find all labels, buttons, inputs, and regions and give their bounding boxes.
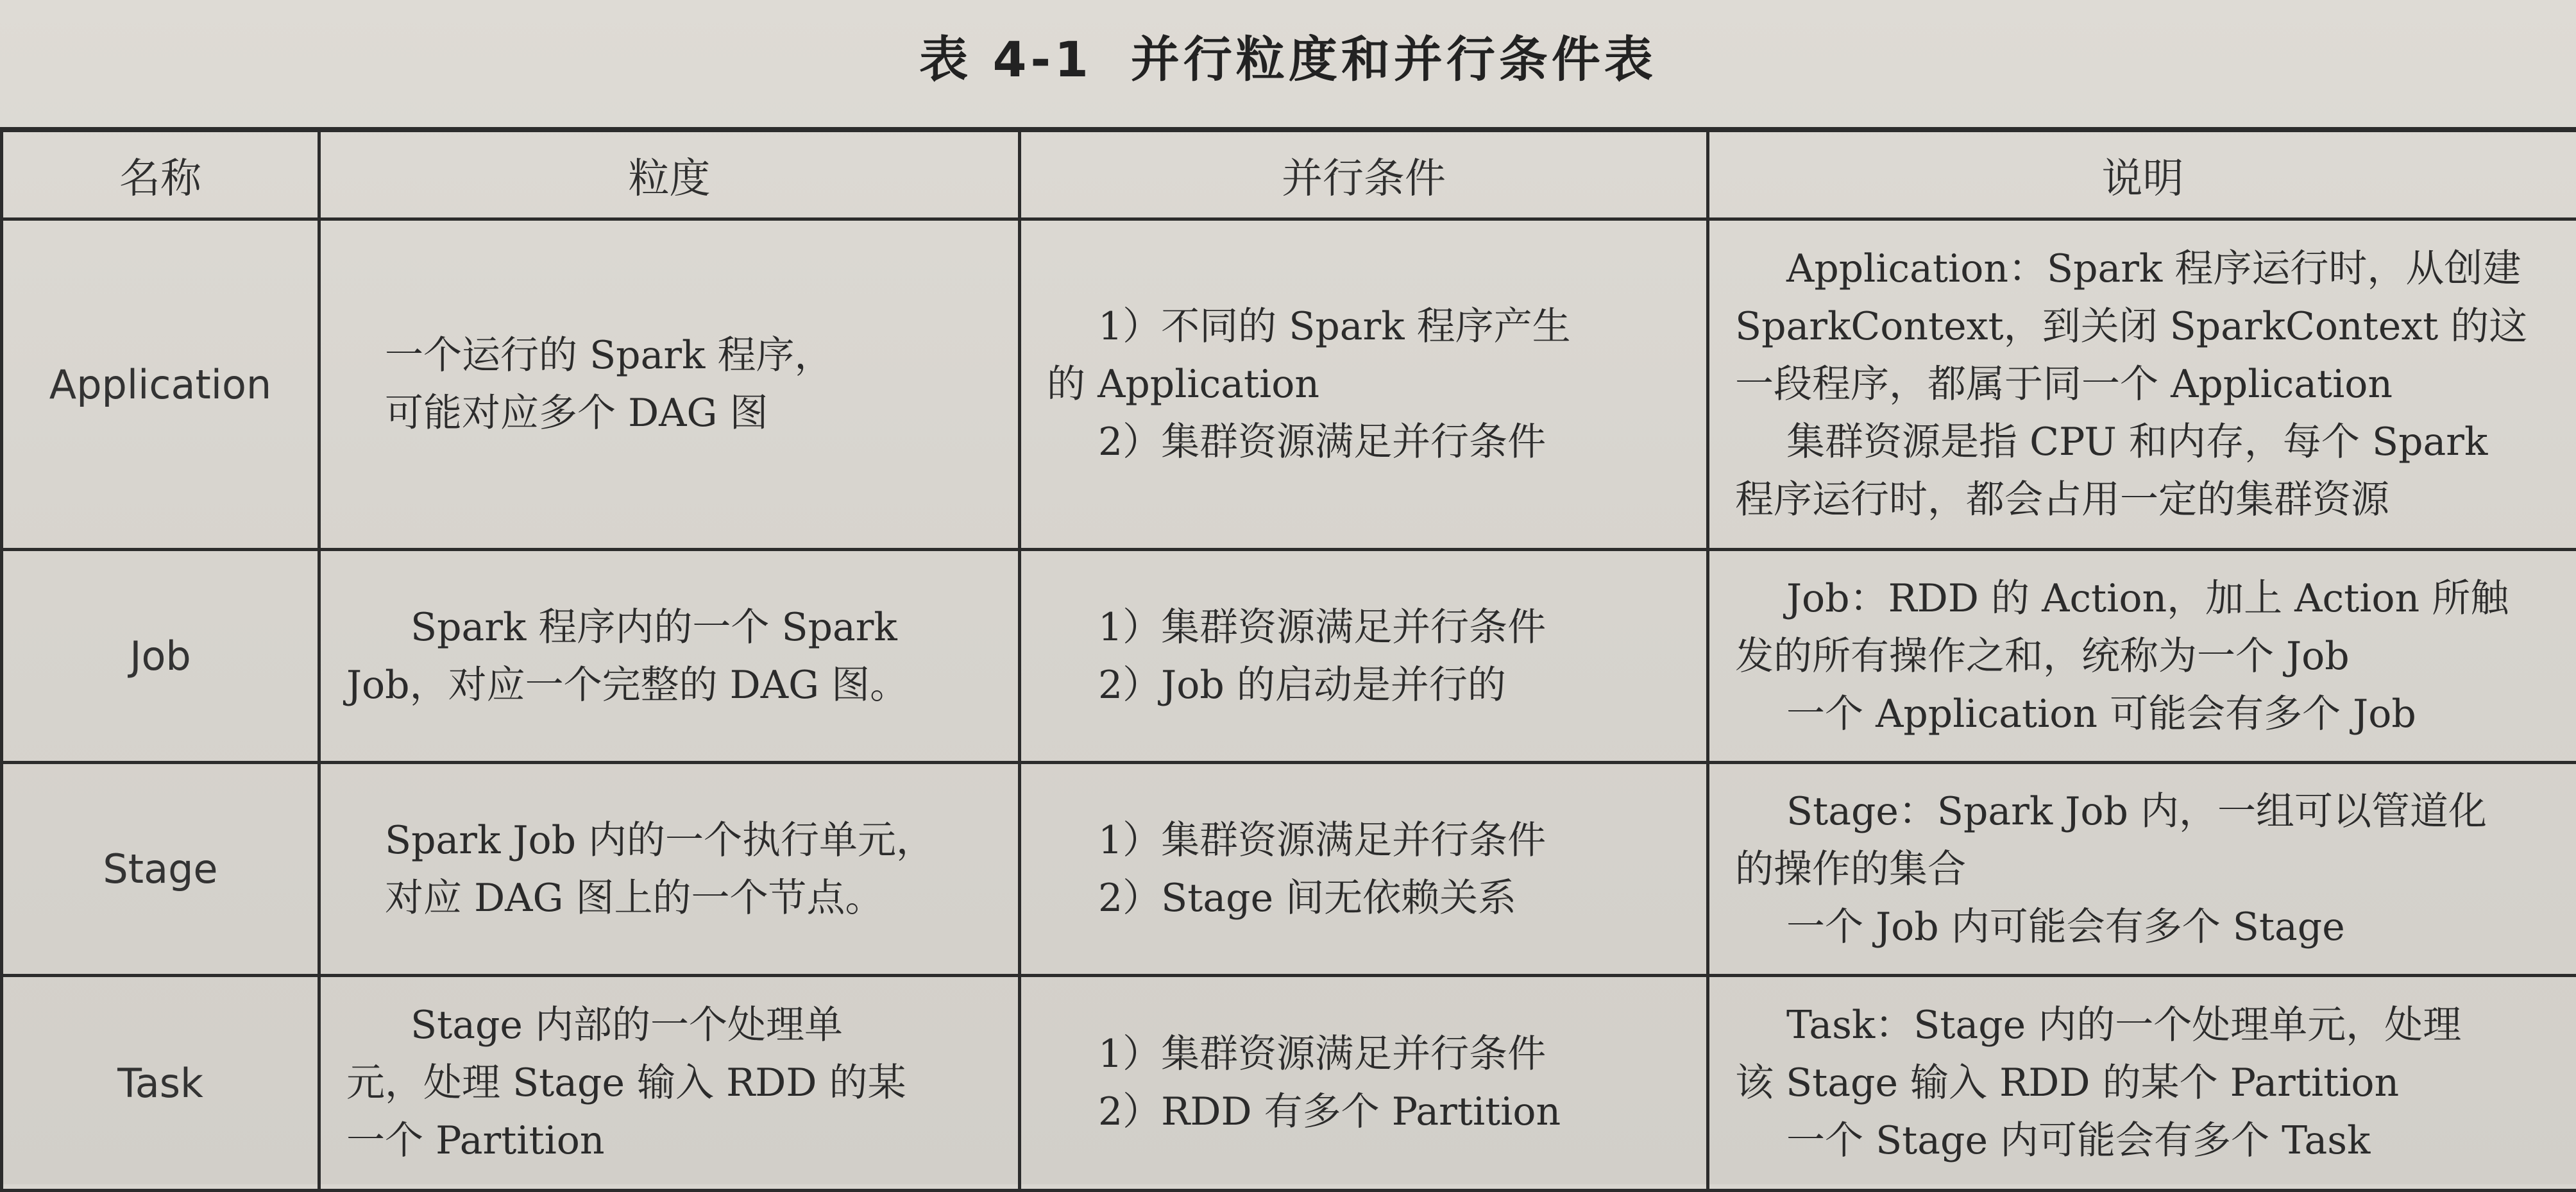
granularity-line: 对应 DAG 图上的一个节点。 <box>385 869 992 927</box>
description-line: 一个 Stage 内可能会有多个 Task <box>1735 1112 2563 1170</box>
row-description <box>1708 976 2576 1191</box>
table-number: 表 4-1 <box>919 31 1092 88</box>
table-row <box>2 550 2576 763</box>
description-line: 一个 Application 可能会有多个 Job <box>1735 685 2563 743</box>
granularity-line: 一个 Partition <box>346 1112 992 1170</box>
condition-line: 1）集群资源满足并行条件 <box>1047 599 1687 656</box>
row-granularity <box>319 763 1020 976</box>
row-conditions <box>1020 550 1708 763</box>
description-line: 一个 Job 内可能会有多个 Stage <box>1735 898 2563 956</box>
table-row <box>2 976 2576 1191</box>
condition-line: 2）Stage 间无依赖关系 <box>1047 869 1687 927</box>
row-name: Application <box>2 219 319 550</box>
granularity-line: 元，处理 Stage 输入 RDD 的某 <box>346 1054 992 1112</box>
condition-line: 1）不同的 Spark 程序产生 <box>1047 298 1687 355</box>
condition-line: 2）集群资源满足并行条件 <box>1047 413 1687 471</box>
description-line: Stage：Spark Job 内，一组可以管道化 <box>1735 783 2563 840</box>
condition-line: 的 Application <box>1047 355 1687 413</box>
table-row <box>2 219 2576 550</box>
row-granularity <box>319 550 1020 763</box>
row-description <box>1708 763 2576 976</box>
description-line: 发的所有操作之和，统称为一个 Job <box>1735 627 2563 685</box>
description-line: 程序运行时，都会占用一定的集群资源 <box>1735 471 2563 529</box>
condition-line: 2）RDD 有多个 Partition <box>1047 1083 1687 1141</box>
description-line: Job：RDD 的 Action，加上 Action 所触 <box>1735 570 2563 627</box>
granularity-line: Spark 程序内的一个 Spark <box>346 599 992 656</box>
row-description <box>1708 550 2576 763</box>
header-description: 说明 <box>1708 130 2576 219</box>
description-line: 集群资源是指 CPU 和内存，每个 Spark <box>1735 413 2563 471</box>
condition-line: 1）集群资源满足并行条件 <box>1047 1025 1687 1083</box>
row-granularity <box>319 976 1020 1191</box>
header-name: 名称 <box>2 130 319 219</box>
header-granularity: 粒度 <box>319 130 1020 219</box>
description-line: SparkContext，到关闭 SparkContext 的这 <box>1735 298 2563 355</box>
description-line: 一段程序，都属于同一个 Application <box>1735 355 2563 413</box>
table-caption <box>0 12 2576 108</box>
granularity-line: Job，对应一个完整的 DAG 图。 <box>346 656 992 714</box>
condition-line: 2）Job 的启动是并行的 <box>1047 656 1687 714</box>
row-conditions <box>1020 763 1708 976</box>
table-row <box>2 763 2576 976</box>
granularity-line: Stage 内部的一个处理单 <box>346 996 992 1054</box>
header-condition: 并行条件 <box>1020 130 1708 219</box>
table-header-row <box>2 130 2576 219</box>
row-name: Job <box>2 550 319 763</box>
granularity-line: 一个运行的 Spark 程序， <box>385 327 992 384</box>
granularity-line: Spark Job 内的一个执行单元， <box>385 812 992 869</box>
description-line: 该 Stage 输入 RDD 的某个 Partition <box>1735 1054 2563 1112</box>
parallel-granularity-table <box>0 127 2576 1192</box>
description-line: Application：Spark 程序运行时，从创建 <box>1735 240 2563 298</box>
table-title: 并行粒度和并行条件表 <box>1131 31 1657 88</box>
row-name: Task <box>2 976 319 1191</box>
row-conditions <box>1020 219 1708 550</box>
description-line: Task：Stage 内的一个处理单元，处理 <box>1735 996 2563 1054</box>
row-granularity <box>319 219 1020 550</box>
granularity-line: 可能对应多个 DAG 图 <box>385 384 992 442</box>
row-name: Stage <box>2 763 319 976</box>
row-conditions <box>1020 976 1708 1191</box>
description-line: 的操作的集合 <box>1735 840 2563 898</box>
row-description <box>1708 219 2576 550</box>
condition-line: 1）集群资源满足并行条件 <box>1047 812 1687 869</box>
